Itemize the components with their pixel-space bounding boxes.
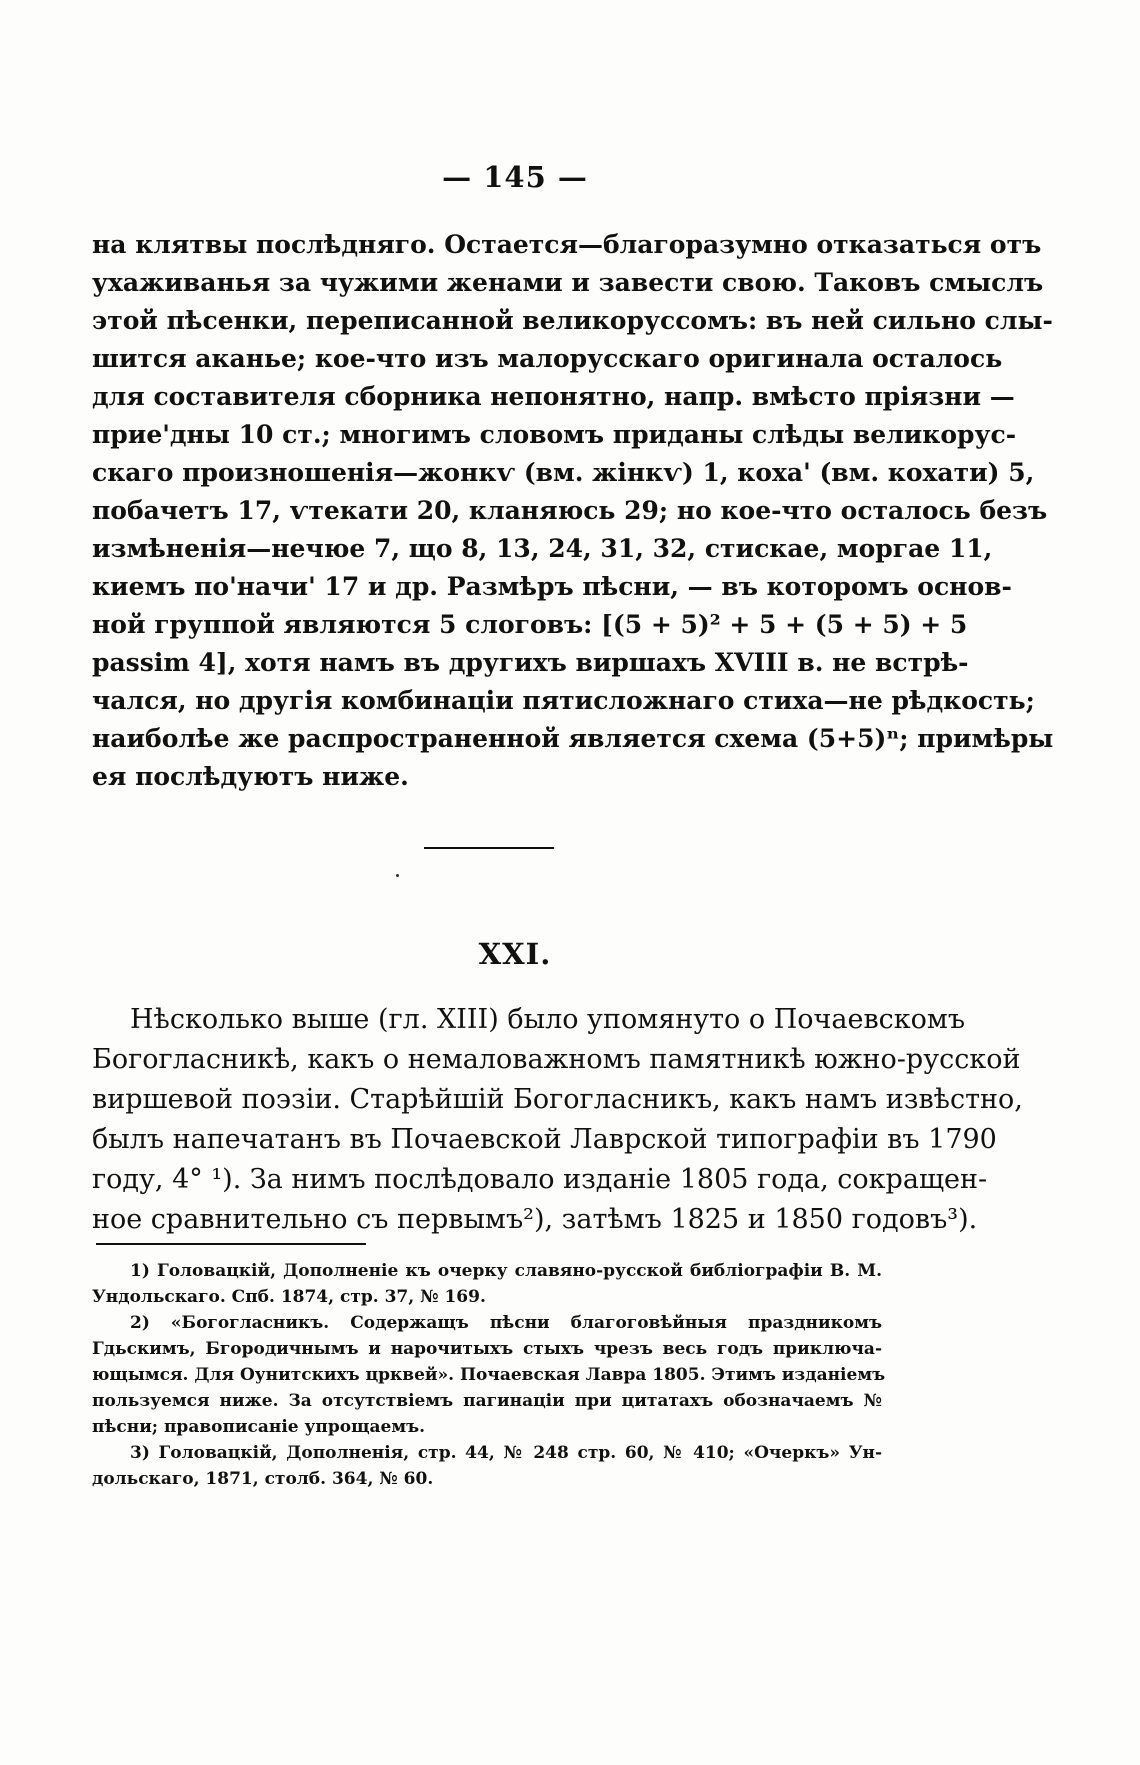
text-line: году, 4° ¹). За нимъ послѣдовало изданіе 1805 года, сокращен- xyxy=(92,1164,988,1195)
footnote-line: 3) Головацкій, Дополненія, стр. 44, № 248 стр. 60, № 410; «Очеркъ» Ун- xyxy=(130,1443,882,1463)
text-line: измѣненія—нечюе 7, що 8, 13, 24, 31, 32, стискае, моргае 11, xyxy=(92,534,993,563)
footnote-line: пользуемся ниже. За отсутствіемъ пагинаціи при цитатахъ обозначаемъ № xyxy=(92,1391,882,1411)
text-line: былъ напечатанъ въ Почаевской Лаврской типографіи въ 1790 xyxy=(92,1124,997,1155)
footnote-line: дольскаго, 1871, столб. 364, № 60. xyxy=(92,1469,434,1489)
text-line: прие'дны 10 ст.; многимъ словомъ приданы слѣды великорус- xyxy=(92,420,1017,449)
footnotes xyxy=(92,1258,886,1492)
text-line: побачетъ 17, ѵтекати 20, кланяюсь 29; но кое-что осталось безъ xyxy=(92,496,1048,525)
footnote-rule xyxy=(96,1243,366,1245)
text-line: для составителя сборника непонятно, напр. вмѣсто пріязни — xyxy=(92,382,1015,411)
footnote-line: ющымся. Для Оунитскихъ црквей». Почаевская Лавра 1805. Этимъ изданіемъ xyxy=(92,1365,886,1385)
text-line: ной группой являются 5 слоговъ: [(5 + 5)² + 5 + (5 + 5) + 5 xyxy=(92,610,968,639)
footnote-line: 2) «Богогласникъ. Содержащъ пѣсни благоговѣйныя праздникомъ xyxy=(130,1313,882,1333)
text-line: Богогласникѣ, какъ о немаловажномъ памятникѣ южно-русской xyxy=(92,1044,1021,1075)
section-divider xyxy=(424,847,554,849)
section-title: XXI. xyxy=(478,937,552,971)
text-line: киемъ по'начи' 17 и др. Размѣръ пѣсни, — въ которомъ основ- xyxy=(92,572,1012,601)
paragraph-section xyxy=(92,1000,1023,1240)
text-line: этой пѣсенки, переписанной великоруссомъ: въ ней сильно слы- xyxy=(92,306,1053,335)
text-line: шится аканье; кое-что изъ малорусскаго оригинала осталось xyxy=(92,344,1003,373)
text-line: на клятвы послѣдняго. Остается—благоразумно отказаться отъ xyxy=(92,230,1042,259)
text-line: чался, но другія комбинаціи пятисложнаго стиха—не рѣдкость; xyxy=(92,686,1035,715)
text-line: ное сравнительно съ первымъ²), затѣмъ 1825 и 1850 годовъ³). xyxy=(92,1204,978,1235)
text-line: наиболѣе же распространенной является схема (5+5)ⁿ; примѣры xyxy=(92,724,1054,753)
page-number: — 145 — xyxy=(442,160,588,194)
footnote-line: Ундольскаго. Спб. 1874, стр. 37, № 169. xyxy=(92,1287,486,1307)
footnote-line: 1) Головацкій, Дополненіе къ очерку славяно-русской библіографіи В. М. xyxy=(130,1261,882,1281)
paragraph-main xyxy=(92,226,1054,796)
ink-speck xyxy=(396,874,399,877)
text-line: passim 4], хотя намъ въ другихъ виршахъ XVIII в. не встрѣ- xyxy=(92,648,969,677)
text-line: ухаживанья за чужими женами и завести свою. Таковъ смыслъ xyxy=(92,268,1044,297)
text-line: виршевой поэзіи. Старѣйшій Богогласникъ, какъ намъ извѣстно, xyxy=(92,1084,1023,1115)
footnote-line: пѣсни; правописаніе упрощаемъ. xyxy=(92,1417,426,1437)
text-line: ея послѣдуютъ ниже. xyxy=(92,762,409,791)
text-line: скаго произношенія—жонкѵ (вм. жінкѵ) 1, коха' (вм. кохати) 5, xyxy=(92,458,1035,487)
text-line: Нѣсколько выше (гл. XIII) было упомянуто о Почаевскомъ xyxy=(130,1004,966,1035)
footnote-line: Гдьскимъ, Бгородичнымъ и нарочитыхъ стыхъ чрезъ весь годъ приключа- xyxy=(92,1339,882,1359)
